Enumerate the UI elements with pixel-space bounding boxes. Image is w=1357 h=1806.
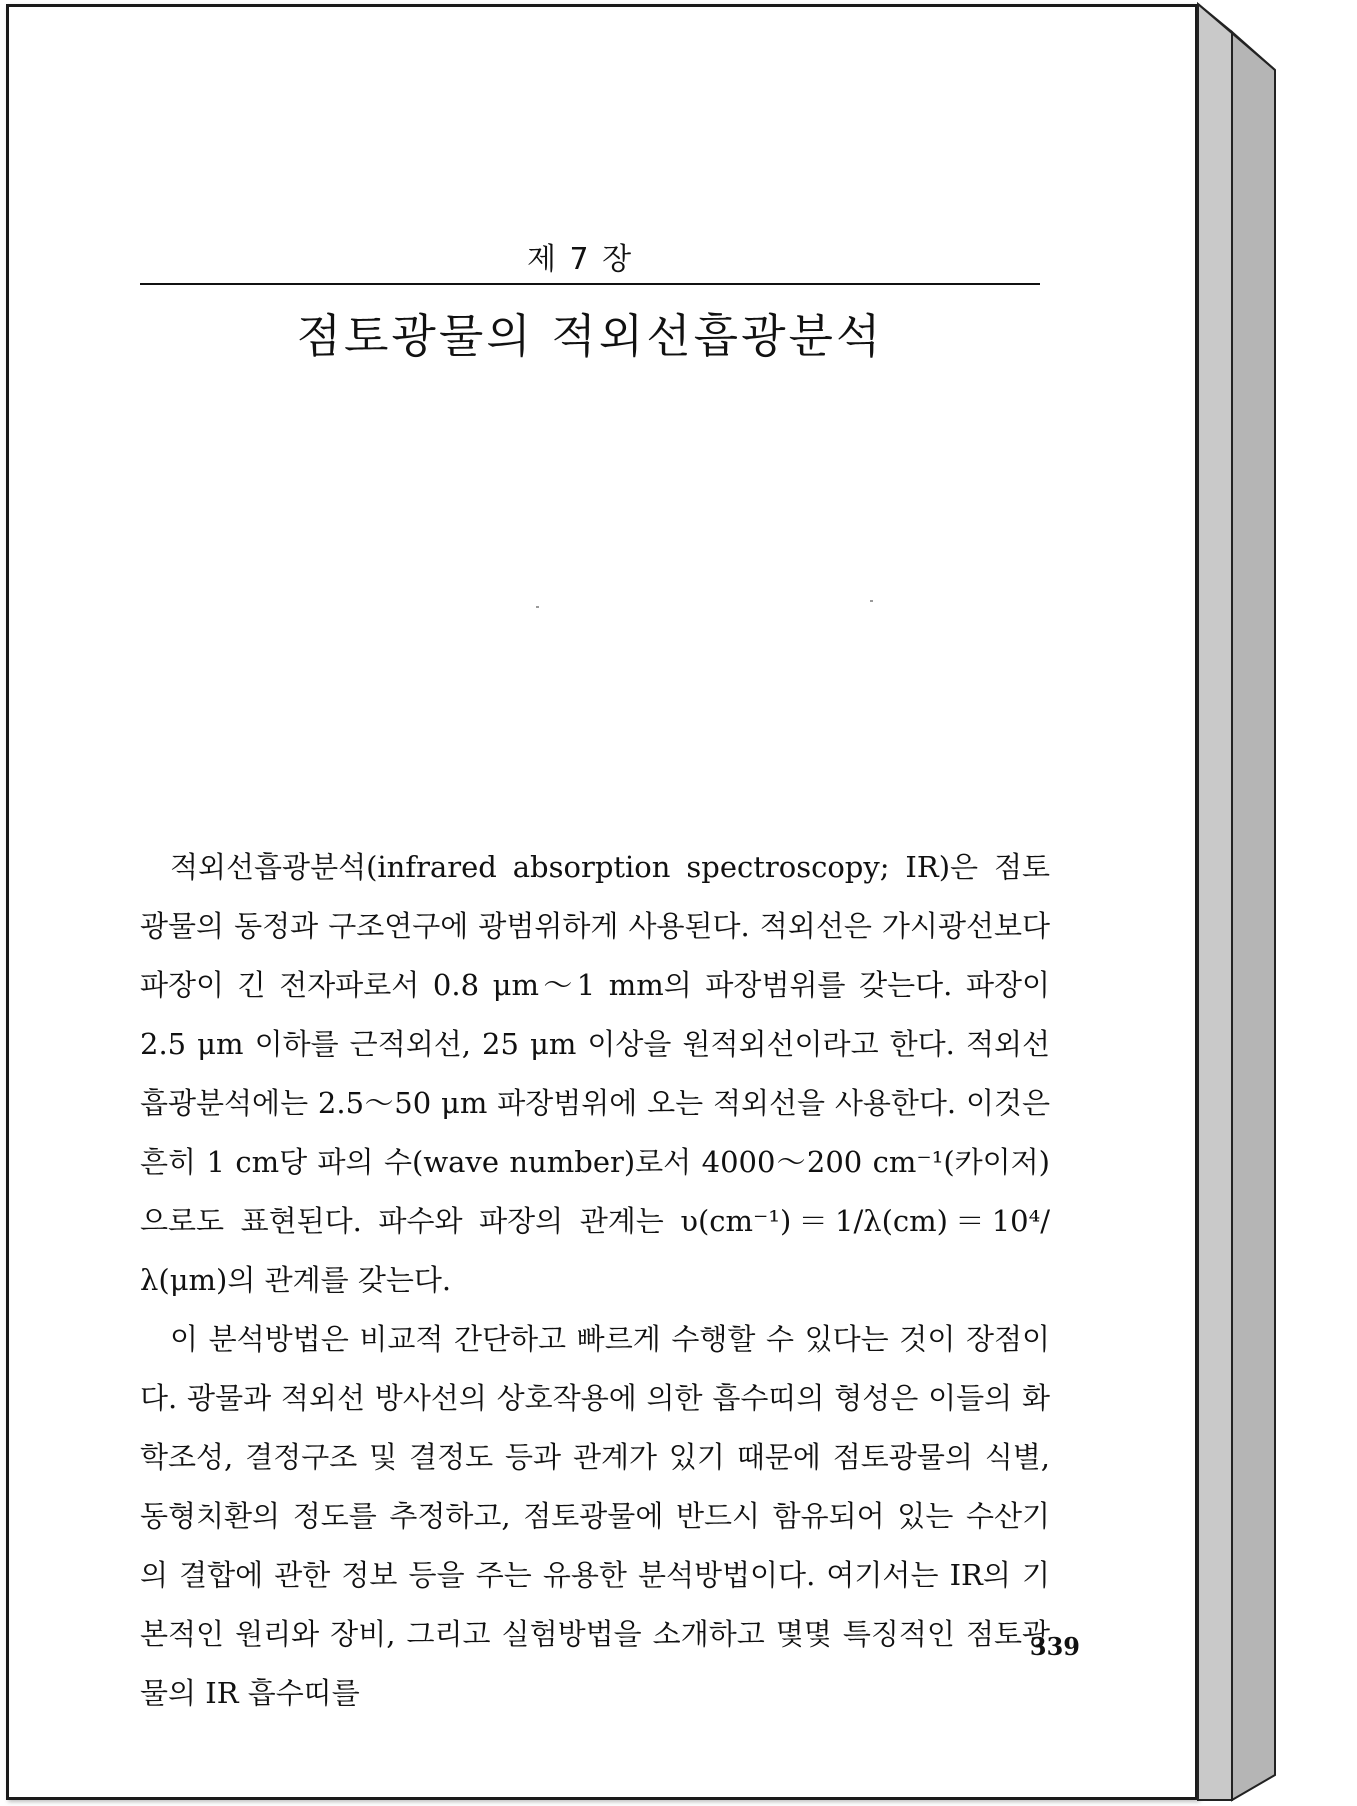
body-text xyxy=(140,838,1050,1723)
chapter-divider xyxy=(140,283,1040,285)
chapter-title: 점토광물의 적외선흡광분석 xyxy=(296,309,884,363)
scan-speck xyxy=(536,606,539,608)
scan-speck xyxy=(870,600,873,602)
paragraph: 적외선흡광분석(infrared absorption spectroscopy; IR)은 점토광물의 동정과 구조연구에 광범위하게 사용된다. 적외선은 가시광선보다 파장이 긴 전자파로서 0.8 μm～1 mm의 파장범위를 갖는다. 파장이 2.5 μm 이하를 근적외선, 25 μm 이상을 원적외선이라고 한다. 적외선흡광분석에는 2.5～50 μm 파장범위에 오는 적외선을 사용한다. 이것은 흔히 1 cm당 파의 수(wave number)로서 4000～200 cm⁻¹(카이저)으로도 표현된다. 파수와 파장의 관계는 υ(cm⁻¹)＝1/λ(cm)＝10⁴/λ(μm)의 관계를 갖는다. xyxy=(140,850,1050,1297)
page-number: 339 xyxy=(1029,1632,1080,1661)
paragraph: 이 분석방법은 비교적 간단하고 빠르게 수행할 수 있다는 것이 장점이다. 광물과 적외선 방사선의 상호작용에 의한 흡수띠의 형성은 이들의 화학조성, 결정구조 및 결정도 등과 관계가 있기 때문에 점토광물의 식별, 동형치환의 정도를 추정하고, 점토광물에 반드시 함유되어 있는 수산기의 결합에 관한 정보 등을 주는 유용한 분석방법이다. 여기서는 IR의 기본적인 원리와 장비, 그리고 실험방법을 소개하고 몇몇 특징적인 점토광물의 IR 흡수띠를 xyxy=(140,1322,1050,1710)
chapter-label: 제 7 장 xyxy=(526,242,634,277)
